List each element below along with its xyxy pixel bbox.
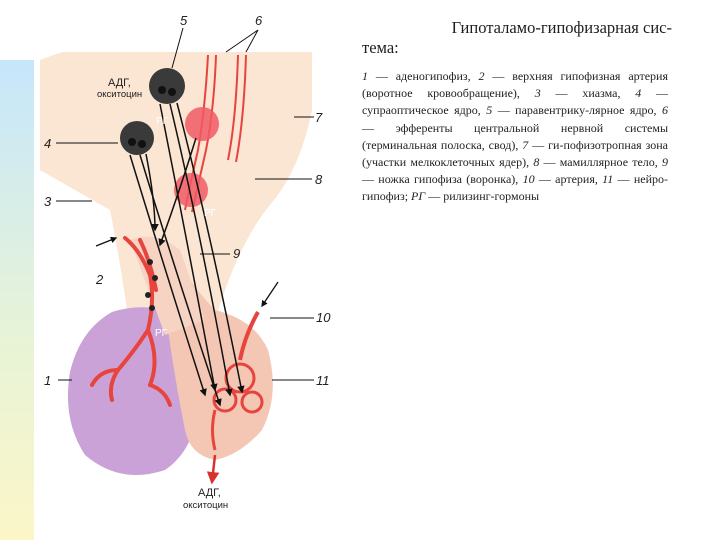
- label-11: 11: [316, 373, 330, 388]
- label-3: 3: [44, 194, 52, 209]
- adg-bottom-line2: окситоцин: [183, 500, 229, 511]
- legend-entry: 9 — ножка гипофиза (воронка),: [362, 155, 669, 187]
- legend-entry: 3 — хиазма,: [534, 86, 621, 101]
- legend-entry: 8 — мамиллярное тело,: [533, 155, 658, 170]
- label-10: 10: [316, 310, 331, 325]
- label-5: 5: [180, 13, 188, 28]
- figure-caption-legend: [362, 68, 668, 206]
- adg-bottom-line1: АДГ,: [198, 487, 221, 499]
- legend-entry: 11 — нейро-гипофиз;: [362, 172, 669, 204]
- legend-entry: 10 — артерия,: [522, 172, 598, 187]
- figure-caption-title: [362, 18, 672, 58]
- caption-title-line1: Гипоталамо-гипофизарная сис-: [451, 18, 672, 37]
- rg-label-top: РГ: [156, 116, 169, 127]
- label-1: 1: [44, 373, 52, 388]
- legend-entry: 2 — верхняя гипофизная артерия (воротное кровообращение),: [362, 69, 668, 101]
- legend-entry: 5 — паравентрику-лярное ядро,: [486, 103, 657, 118]
- legend-entry: РГ — рилизинг-гормоны: [411, 189, 540, 204]
- label-8: 8: [315, 172, 323, 187]
- label-7: 7: [315, 110, 323, 125]
- supraoptic-nucleus: [120, 121, 154, 155]
- adg-top-line1: АДГ,: [108, 77, 131, 89]
- legend-entry: 6 — эфференты центральной нервной системы (терминальная полоска, свод),: [362, 103, 669, 152]
- adg-top-line2: окситоцин: [97, 89, 143, 100]
- rg-label-mid: РГ: [204, 208, 217, 219]
- legend-entry: 4 — супраоптическое ядро,: [362, 86, 669, 118]
- legend-entry: 1 — аденогипофиз,: [362, 69, 471, 83]
- label-6: 6: [255, 13, 263, 28]
- label-9: 9: [233, 246, 241, 261]
- rg-label-low: РГ: [155, 328, 168, 339]
- label-4: 4: [44, 136, 52, 151]
- caption-title-line2: тема:: [362, 38, 399, 57]
- label-2: 2: [96, 272, 104, 287]
- legend-entry: 7 — ги-пофизотропная зона (участки мелкоклеточных ядер),: [362, 137, 668, 170]
- hypophysiotropic-zone: [185, 107, 219, 141]
- paraventricular-nucleus: [149, 68, 185, 104]
